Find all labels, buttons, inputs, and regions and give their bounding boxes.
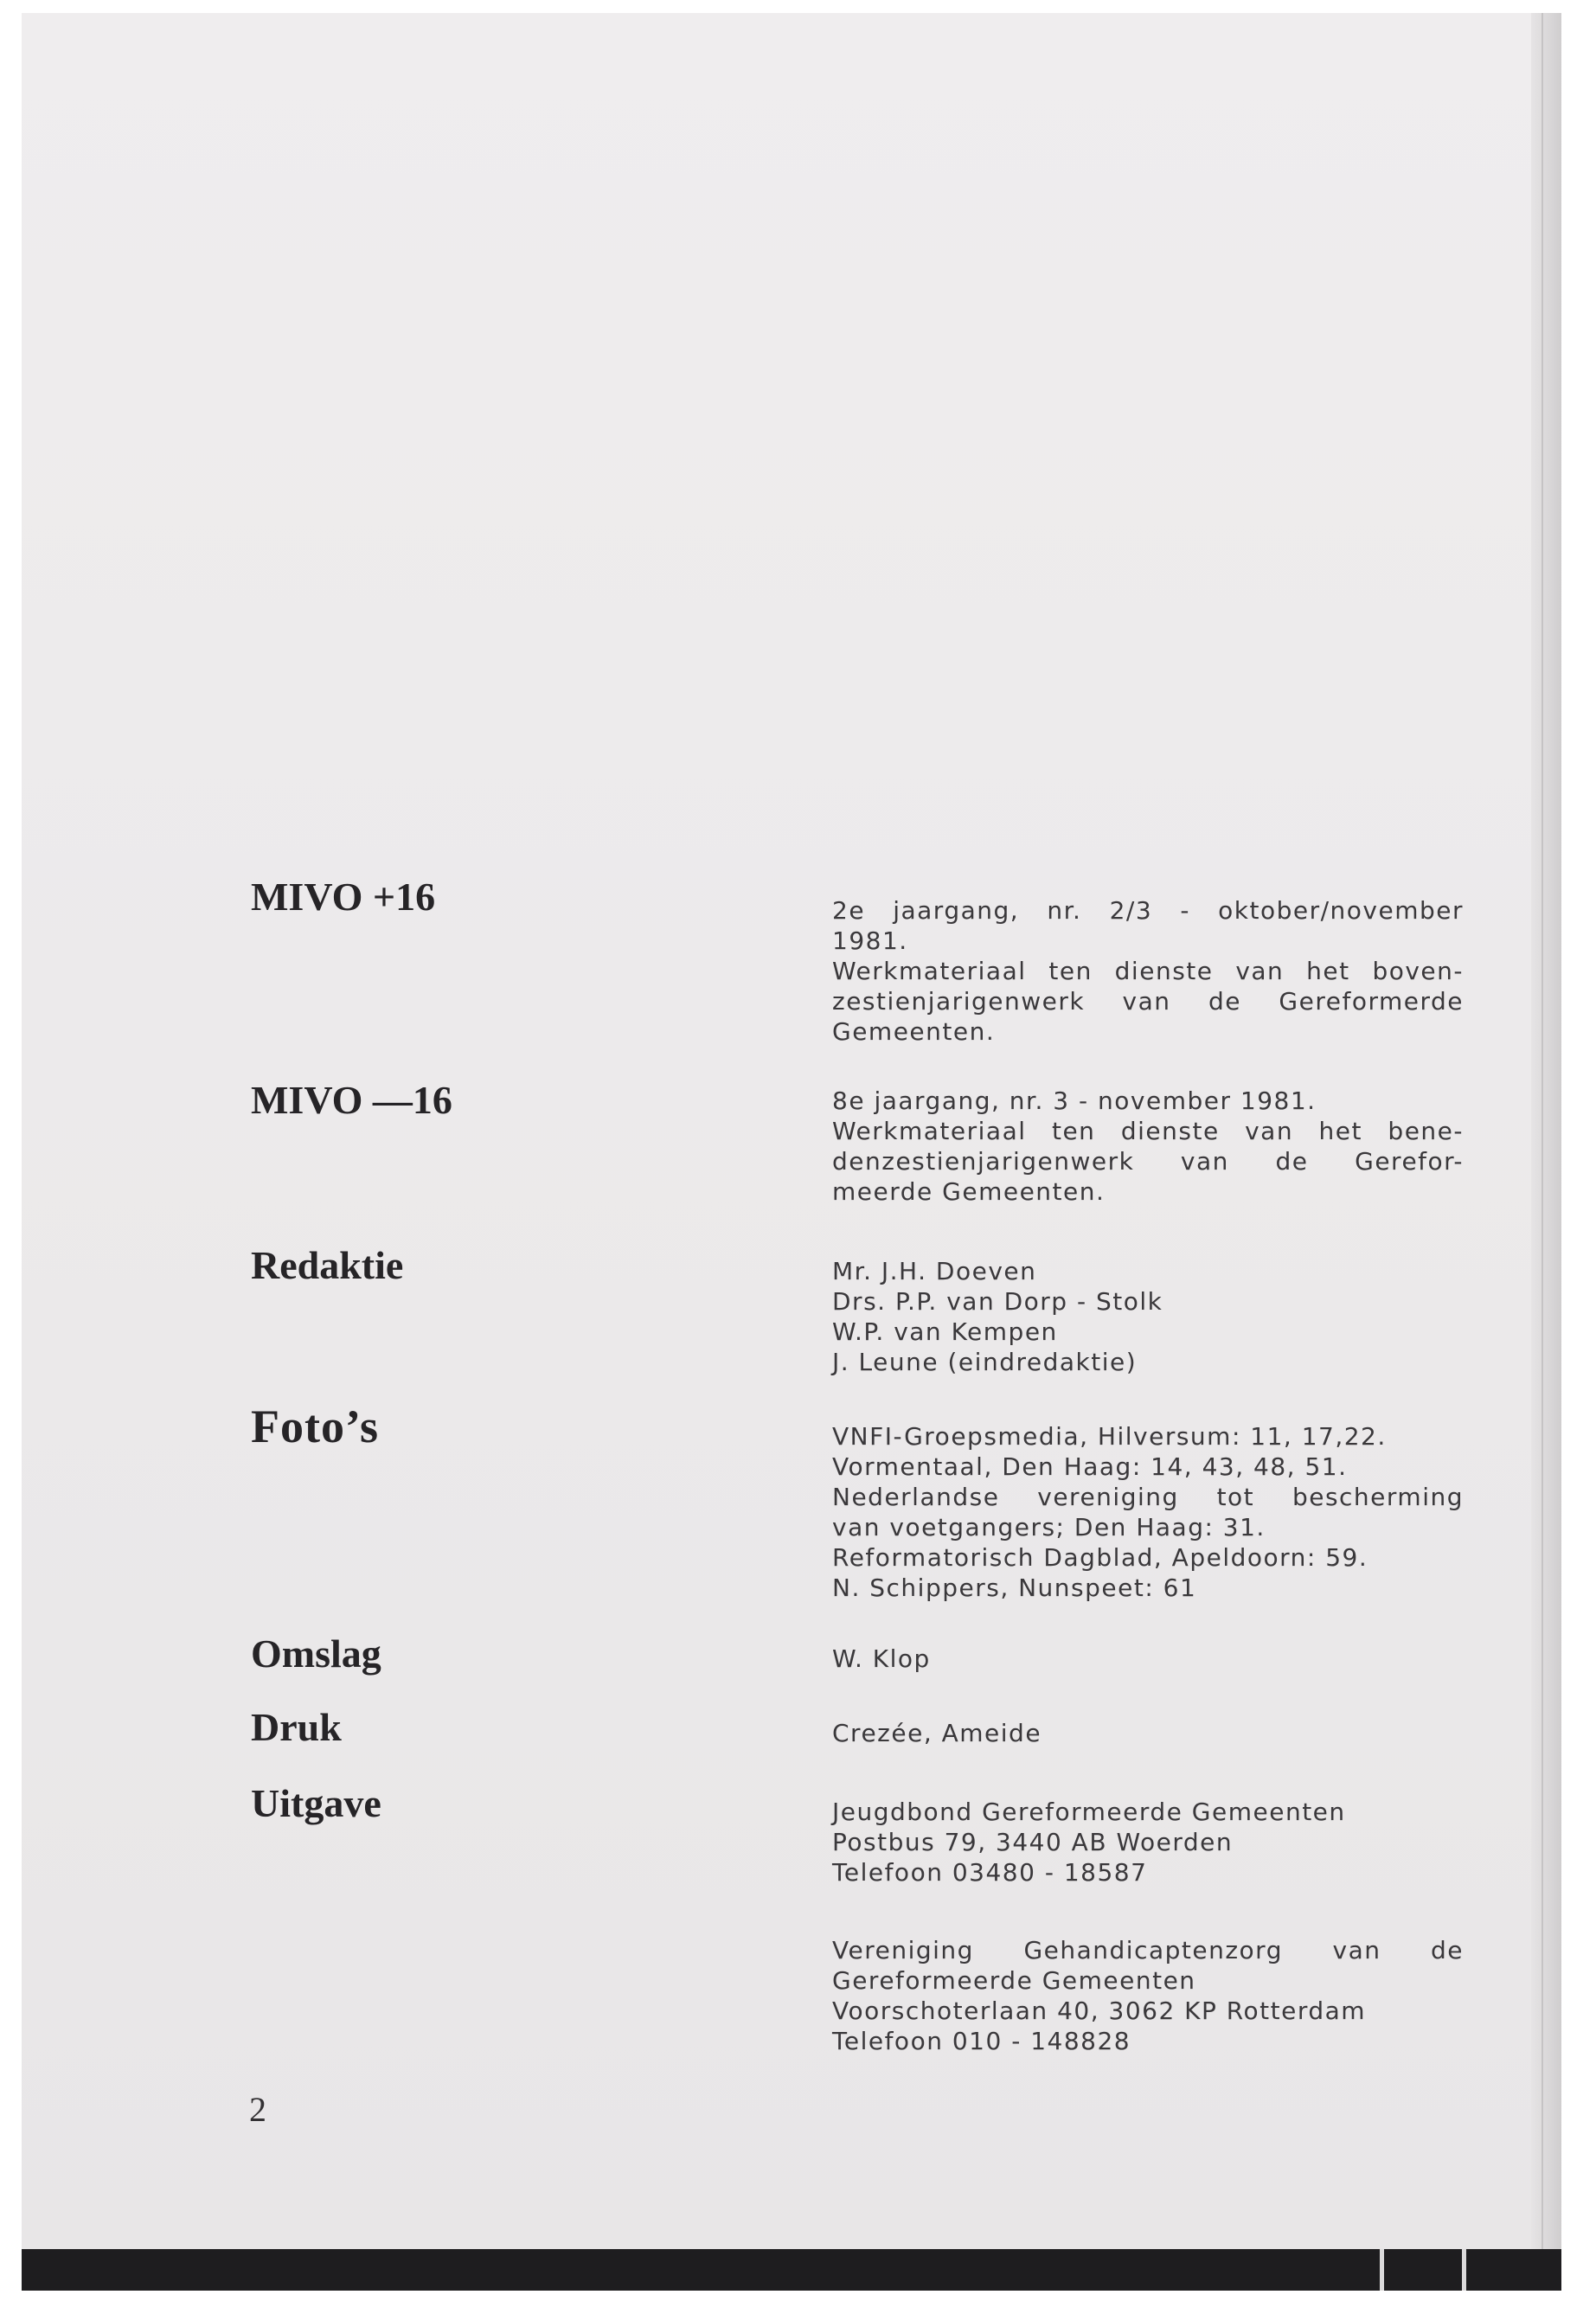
text-line: zestienjarigenwerk van de Gereformerde [832,987,1464,1016]
fotos-text [832,1421,1464,1603]
bottom-dark-strip [22,2249,1561,2291]
text-line: denzestienjarigenwerk van de Gerefor- [832,1147,1464,1176]
redaktie-text [832,1256,1464,1377]
text-line: Vereniging Gehandicaptenzorg van de [832,1936,1464,1965]
text-line: Werkmateriaal ten dienste van het bene- [832,1117,1464,1145]
text-line: Jeugdbond Gereformeerde Gemeenten [832,1798,1346,1826]
text-line: Telefoon 010 - 148828 [832,2027,1131,2055]
text-line: W. Klop [832,1644,931,1673]
text-line: meerde Gemeenten. [832,1177,1106,1206]
label-omslag: Omslag [251,1631,381,1676]
uitgave-text-2 [832,1935,1464,2056]
omslag-text [832,1644,1464,1674]
strip-gap [1462,2249,1466,2291]
text-line: W.P. van Kempen [832,1317,1058,1346]
label-uitgave: Uitgave [251,1781,381,1825]
label-fotos: Foto’s [251,1400,379,1452]
text-line: Drs. P.P. van Dorp - Stolk [832,1287,1163,1316]
uitgave-text [832,1797,1464,1888]
mivo-plus16-text [832,895,1464,1047]
text-line: VNFI-Groepsmedia, Hilversum: 11, 17,22. [832,1422,1387,1451]
strip-gap [1380,2249,1384,2291]
text-line: Voorschoterlaan 40, 3062 KP Rotterdam [832,1997,1367,2025]
text-line: Reformatorisch Dagblad, Apeldoorn: 59. [832,1543,1368,1572]
druk-text [832,1718,1464,1748]
text-line: Crezée, Ameide [832,1719,1042,1747]
text-line: Gereformeerde Gemeenten [832,1966,1196,1995]
text-line: Werkmateriaal ten dienste van het boven- [832,957,1464,985]
label-mivo-plus16: MIVO +16 [251,875,436,919]
label-redaktie: Redaktie [251,1243,404,1287]
text-line: 1981. [832,926,908,955]
text-line: Vormentaal, Den Haag: 14, 43, 48, 51. [832,1452,1348,1481]
text-line: Nederlandse vereniging tot bescherming [832,1483,1464,1511]
label-druk: Druk [251,1705,342,1749]
page-number: 2 [249,2090,266,2129]
text-line: J. Leune (eindredaktie) [832,1348,1138,1376]
text-line: 8e jaargang, nr. 3 - november 1981. [832,1086,1317,1115]
label-mivo-min16: MIVO —16 [251,1078,452,1122]
text-line: Mr. J.H. Doeven [832,1257,1037,1285]
page-edge [1531,13,1561,2271]
text-line: Telefoon 03480 - 18587 [832,1858,1148,1887]
text-line: 2e jaargang, nr. 2/3 - oktober/november [832,896,1464,925]
text-line: van voetgangers; Den Haag: 31. [832,1513,1266,1541]
text-line: Gemeenten. [832,1017,996,1046]
text-line: Postbus 79, 3440 AB Woerden [832,1828,1234,1856]
mivo-min16-text [832,1086,1464,1207]
text-line: N. Schippers, Nunspeet: 61 [832,1574,1197,1602]
page-edge-line [1542,13,1543,2271]
